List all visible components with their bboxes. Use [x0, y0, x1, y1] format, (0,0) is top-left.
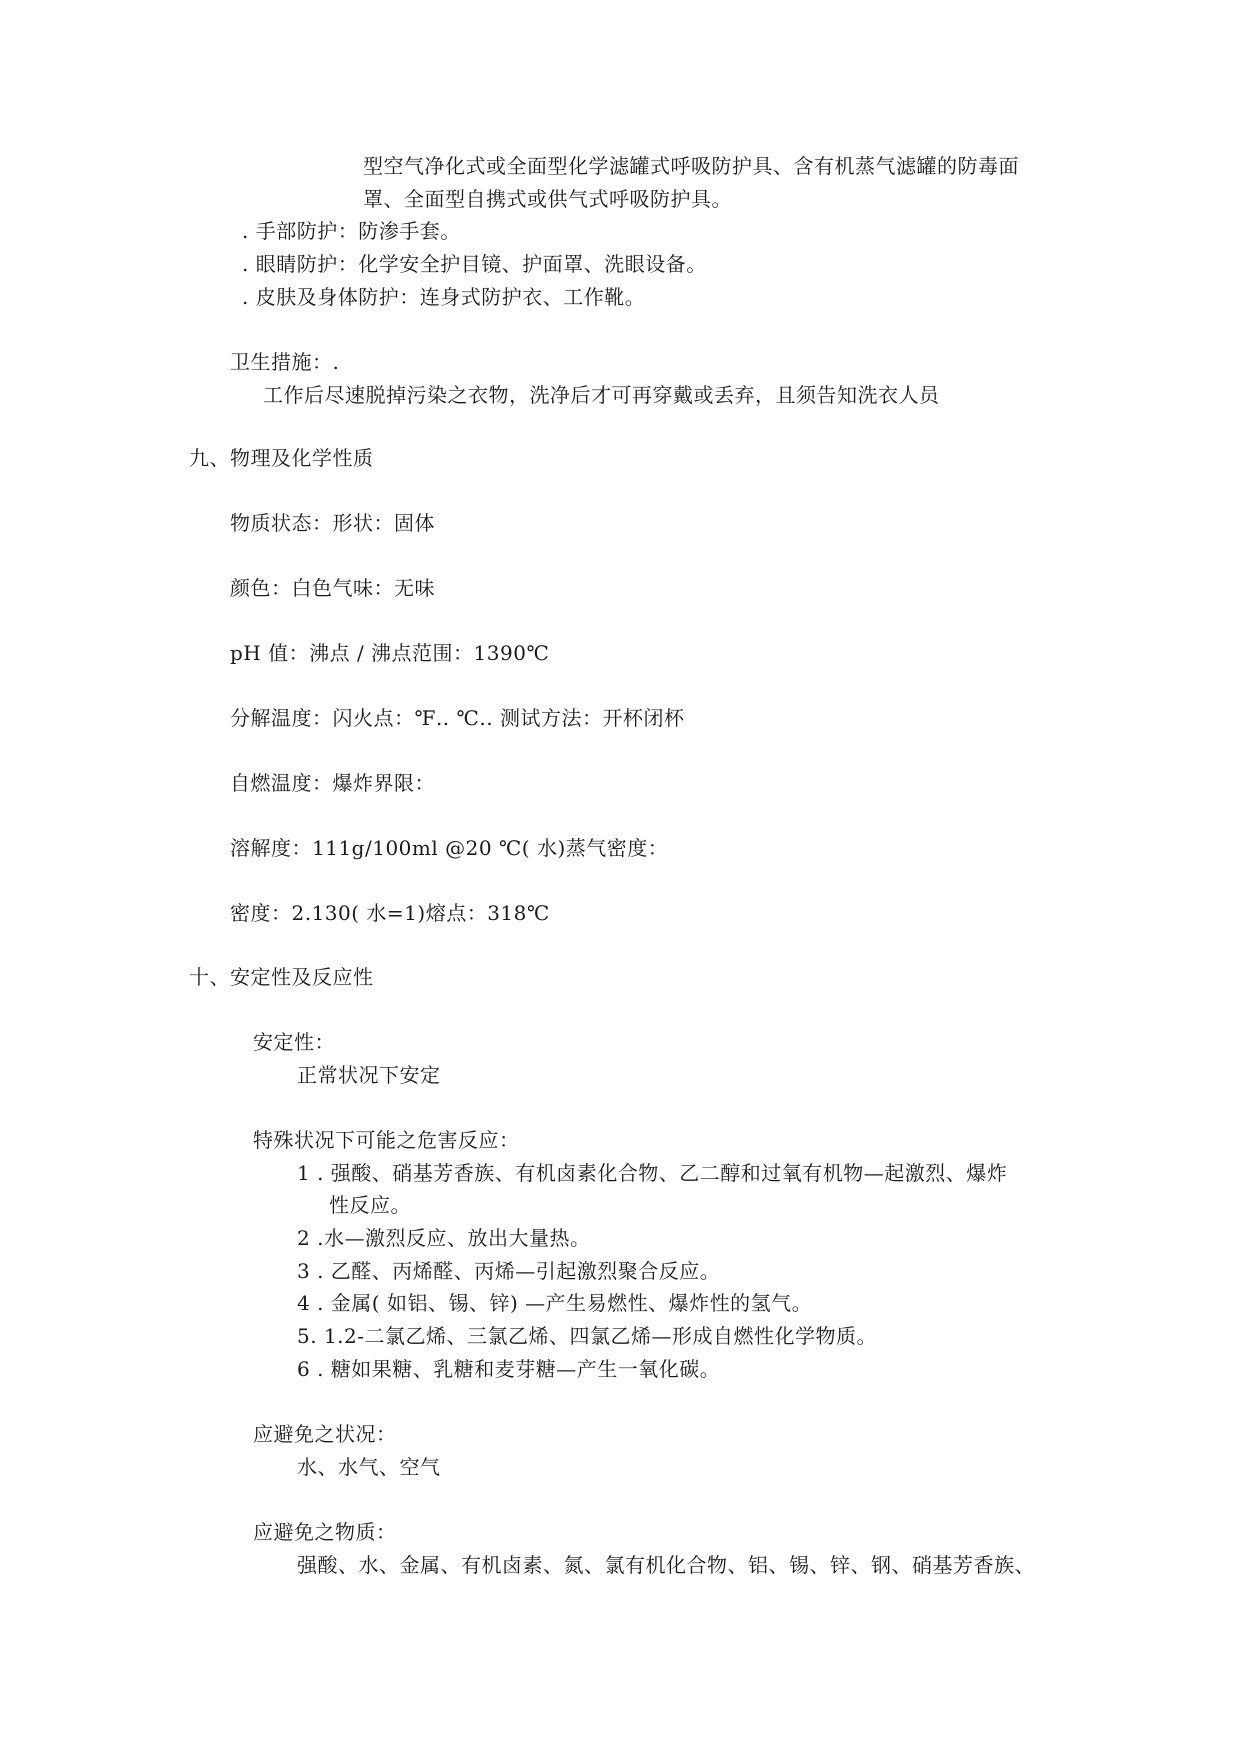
section-9-heading: 九、物理及化学性质	[189, 446, 374, 470]
conditions-to-avoid-text: 水、水气、空气	[297, 1455, 441, 1479]
hazard-item-4: 4 . 金属( 如铝、锡、锌) —产生易燃性、爆炸性的氢气。	[297, 1291, 813, 1315]
hazardous-reactions-heading: 特殊状况下可能之危害反应：	[253, 1128, 520, 1152]
hazard-item-5: 5. 1.2-二氯乙烯、三氯乙烯、四氯乙烯—形成自燃性化学物质。	[297, 1324, 878, 1348]
autoignition-explosion-limits: 自燃温度：爆炸界限：	[230, 771, 435, 795]
stability-heading: 安定性：	[253, 1030, 335, 1054]
density-melting-point: 密度：2.130( 水=1)熔点：318℃	[230, 901, 550, 925]
hazard-item-3: 3 . 乙醛、丙烯醛、丙烯—引起激烈聚合反应。	[297, 1259, 721, 1283]
skin-protection: . 皮肤及身体防护：连身式防护衣、工作靴。	[242, 285, 646, 309]
hazard-item-6: 6 . 糖如果糖、乳糖和麦芽糖—产生一氧化碳。	[297, 1357, 721, 1381]
decomposition-flash-point: 分解温度：闪火点：℉.. ℃.. 测试方法：开杯闭杯	[230, 706, 685, 730]
ph-boiling-point: pH 值：沸点 / 沸点范围：1390℃	[230, 641, 550, 665]
hygiene-text: 工作后尽速脱掉污染之衣物，洗净后才可再穿戴或丢弃，且须告知洗衣人员	[263, 383, 940, 407]
stability-text: 正常状况下安定	[297, 1063, 441, 1087]
conditions-to-avoid-heading: 应避免之状况：	[253, 1422, 397, 1446]
respirator-text-line-1: 型空气净化式或全面型化学滤罐式呼吸防护具、含有机蒸气滤罐的防毒面	[363, 154, 1019, 178]
physical-state: 物质状态：形状：固体	[230, 511, 435, 535]
eye-protection: . 眼睛防护：化学安全护目镜、护面罩、洗眼设备。	[242, 252, 707, 276]
hygiene-heading: 卫生措施：.	[230, 350, 340, 374]
color-odor: 颜色：白色气味：无味	[230, 576, 435, 600]
hazard-item-1-cont: 性反应。	[329, 1193, 411, 1217]
hazard-item-1: 1 . 强酸、硝基芳香族、有机卤素化合物、乙二醇和过氧有机物—起激烈、爆炸	[297, 1161, 1008, 1185]
section-10-heading: 十、安定性及反应性	[189, 965, 374, 989]
solubility-vapor-density: 溶解度：111g/100ml @20 ℃( 水)蒸气密度：	[230, 836, 669, 860]
hazard-item-2: 2 .水—激烈反应、放出大量热。	[297, 1226, 591, 1250]
respirator-text-line-2: 罩、全面型自携式或供气式呼吸防护具。	[363, 187, 732, 211]
hand-protection: . 手部防护：防渗手套。	[242, 219, 461, 243]
materials-to-avoid-text: 强酸、水、金属、有机卤素、氮、氯有机化合物、铝、锡、锌、钢、硝基芳香族、	[297, 1553, 1035, 1577]
materials-to-avoid-heading: 应避免之物质：	[253, 1520, 397, 1544]
